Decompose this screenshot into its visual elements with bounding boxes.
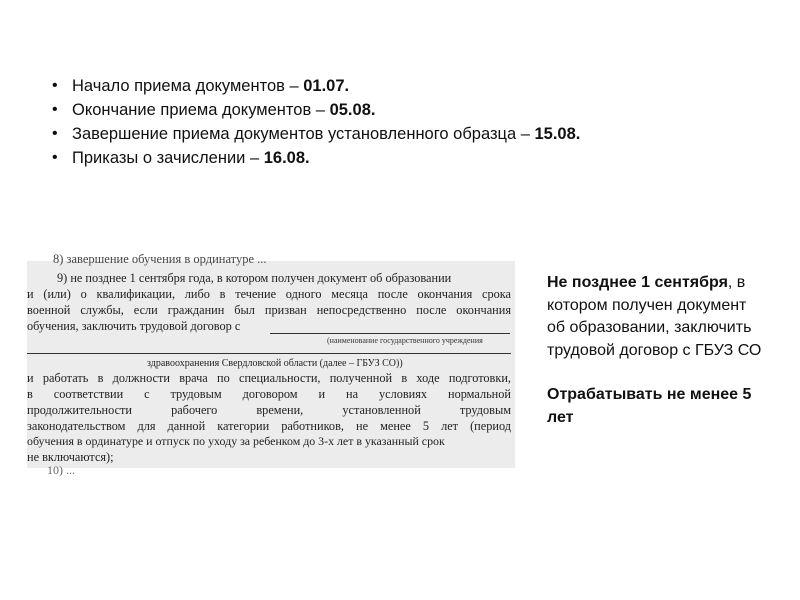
scan-cut-top-line: 8) завершение обучения в ординатуре ... (53, 252, 267, 266)
deadline-list (52, 74, 580, 170)
scan-line: законодательством для данной категории работников, не менее 5 лет (период (27, 419, 511, 433)
note-paragraph: Не позднее 1 сентября, в котором получен документ об образовании, заключить трудовой договор с ГБУЗ СО (547, 274, 762, 359)
scan-line: и работать в должности врача по специальности, полученной в ходе подготовки, (27, 371, 511, 385)
list-item: • Начало приема документов – 01.07. (52, 74, 580, 98)
scan-caption: (наименование государственного учреждения (327, 336, 483, 345)
scan-line: обучения, заключить трудовой договор с (27, 319, 241, 333)
signature-rule (27, 353, 511, 354)
scan-line: в соответствии с трудовым договором и на условиях нормальной (27, 387, 511, 401)
list-item: • Завершение приема документов установленного образца – 15.08. (52, 122, 580, 146)
list-item: • Окончание приема документов – 05.08. (52, 98, 580, 122)
scan-line: не включаются); (27, 450, 114, 464)
scan-line: военной службы, если гражданин был призван непосредственно после окончания (27, 303, 511, 317)
scan-line: продолжительности рабочего времени, установленной трудовым (27, 403, 511, 417)
scan-line: здравоохранения Свердловской области (далее – ГБУЗ СО)) (147, 358, 403, 369)
scan-cut-bottom-line: 10) ... (47, 463, 75, 477)
scan-line: 9) не позднее 1 сентября года, в котором получен документ об образовании (57, 271, 452, 285)
summary-note (547, 272, 767, 429)
signature-rule (270, 333, 510, 334)
scan-line: и (или) о квалификации, либо в течение одного месяца после окончания срока (27, 287, 511, 301)
paragraph-gap (547, 362, 767, 384)
list-item: • Приказы о зачислении – 16.08. (52, 146, 580, 170)
note-paragraph: Отрабатывать не менее 5 лет (547, 386, 752, 426)
scan-line: обучения в ординатуре и отпуск по уходу за ребенком до 3-х лет в указанный срок (27, 434, 445, 448)
scanned-document-excerpt (27, 252, 515, 477)
